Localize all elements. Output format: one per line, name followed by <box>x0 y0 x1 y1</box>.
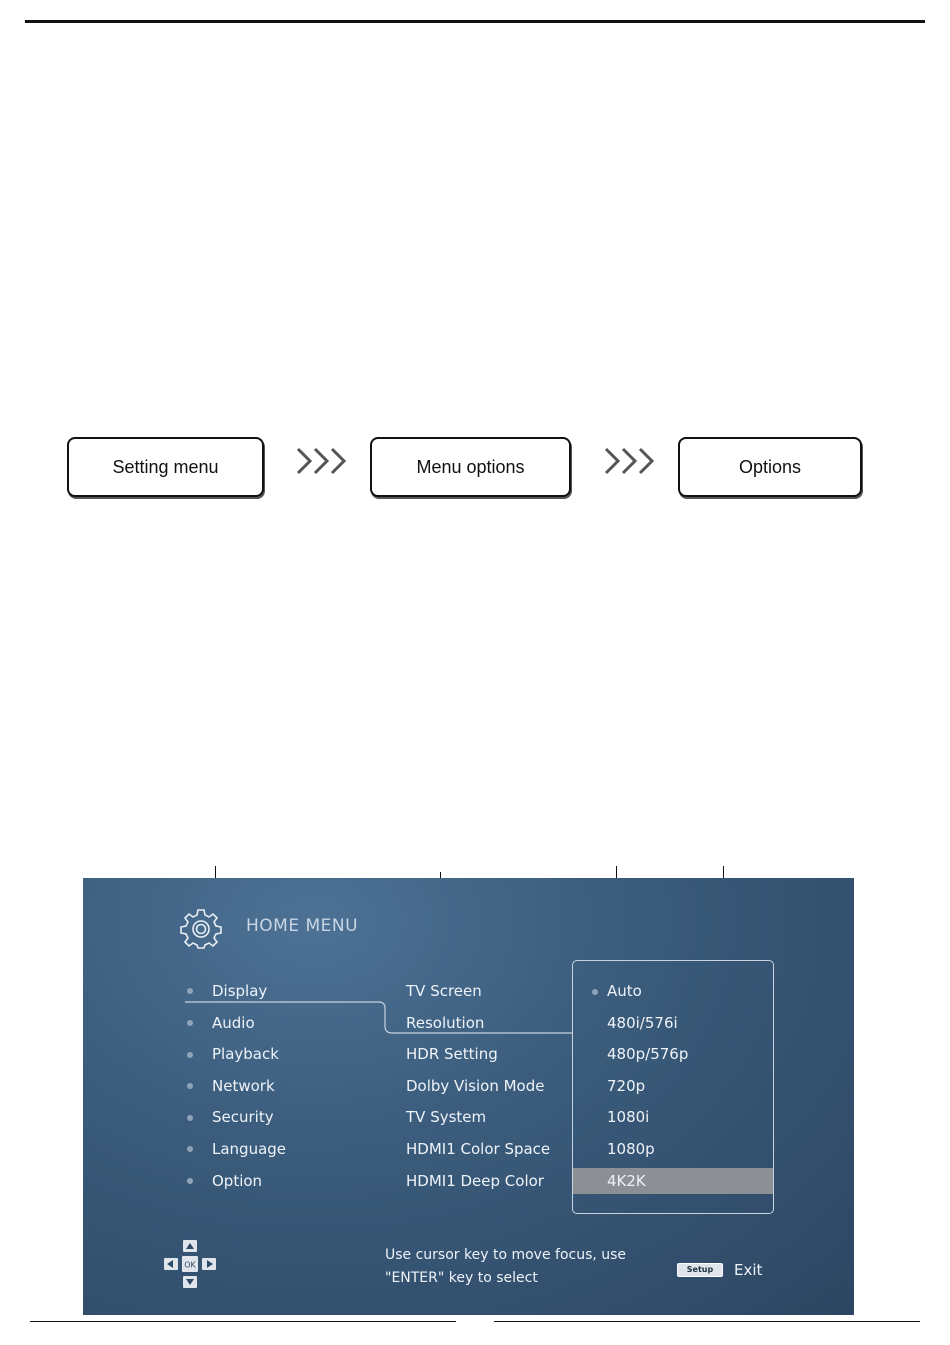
option-4k2k[interactable]: 4K2K <box>607 1172 646 1190</box>
option-auto[interactable]: Auto <box>607 982 642 1000</box>
bottom-rule-right <box>494 1321 920 1322</box>
menu-item-network[interactable]: Network <box>212 1077 275 1095</box>
menu-option-dolby-vision-mode[interactable]: Dolby Vision Mode <box>406 1077 545 1095</box>
menu-option-hdmi1-deep-color[interactable]: HDMI1 Deep Color <box>406 1172 544 1190</box>
setup-key-badge: Setup <box>677 1263 723 1277</box>
bullet-icon <box>187 1146 193 1152</box>
bullet-icon <box>187 988 193 994</box>
bullet-icon <box>187 1115 193 1121</box>
options-box <box>678 437 862 497</box>
menu-option-hdr-setting[interactable]: HDR Setting <box>406 1045 498 1063</box>
bullet-icon <box>187 1083 193 1089</box>
selected-option-highlight <box>573 1168 773 1194</box>
menu-item-display[interactable]: Display <box>212 982 268 1000</box>
menu-options-label: Menu options <box>416 456 525 477</box>
menu-option-hdmi1-color-space[interactable]: HDMI1 Color Space <box>406 1140 551 1158</box>
bullet-icon <box>187 1178 193 1184</box>
bottom-rule-left <box>30 1321 456 1322</box>
menu-options-box <box>370 437 571 497</box>
bullet-icon <box>592 989 598 995</box>
hint-line-2: "ENTER" key to select <box>385 1270 538 1286</box>
navigation-hint <box>385 1244 626 1290</box>
hint-line-1: Use cursor key to move focus, use <box>385 1247 627 1263</box>
menu-option-resolution[interactable]: Resolution <box>406 1014 485 1032</box>
menu-option-tv-system[interactable]: TV System <box>406 1108 487 1126</box>
option-720p[interactable]: 720p <box>607 1077 646 1095</box>
setting-menu-label: Setting menu <box>112 456 219 477</box>
option-480p-576p[interactable]: 480p/576p <box>607 1045 689 1063</box>
menu-item-playback[interactable]: Playback <box>212 1045 279 1063</box>
menu-item-security[interactable]: Security <box>212 1108 274 1126</box>
menu-option-tv-screen[interactable]: TV Screen <box>406 982 482 1000</box>
chevron-triple-icon <box>294 443 354 479</box>
option-1080p[interactable]: 1080p <box>607 1140 655 1158</box>
option-480i-576i[interactable]: 480i/576i <box>607 1014 678 1032</box>
options-label: Options <box>738 456 802 477</box>
dpad-icon <box>163 1239 217 1289</box>
menu-item-audio[interactable]: Audio <box>212 1014 255 1032</box>
menu-item-option[interactable]: Option <box>212 1172 263 1190</box>
home-menu-screen <box>83 878 854 1315</box>
top-rule <box>25 20 925 23</box>
option-1080i[interactable]: 1080i <box>607 1108 650 1126</box>
home-menu-title: HOME MENU <box>246 916 359 936</box>
menu-item-language[interactable]: Language <box>212 1140 287 1158</box>
bullet-icon <box>187 1052 193 1058</box>
setting-menu-box <box>67 437 264 497</box>
dpad-ok-label: OK <box>184 1260 196 1270</box>
chevron-triple-icon <box>602 443 662 479</box>
bullet-icon <box>187 1020 193 1026</box>
exit-label: Exit <box>734 1261 763 1279</box>
